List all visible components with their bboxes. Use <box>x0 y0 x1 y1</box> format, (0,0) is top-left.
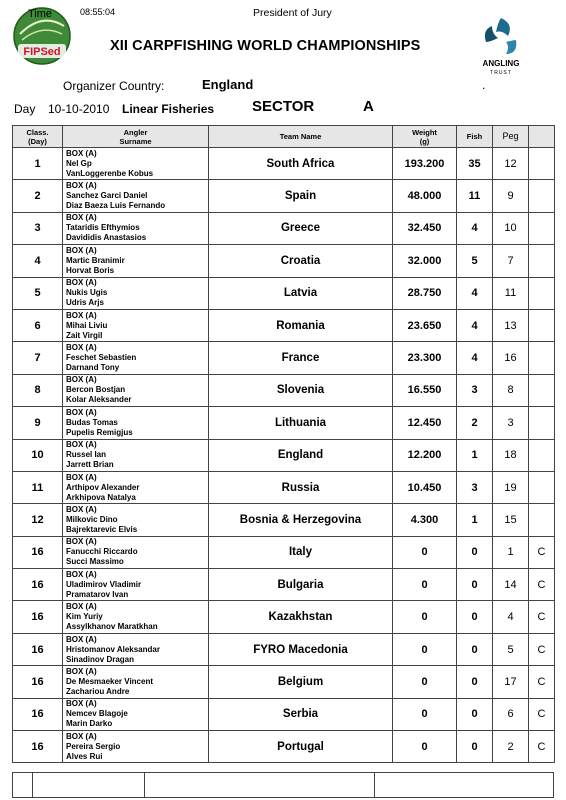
peg-cell: 4 <box>493 601 529 633</box>
angler-cell <box>63 148 209 180</box>
column-header-weight: Weight (g) <box>393 126 457 148</box>
fish-cell: 0 <box>457 601 493 633</box>
table-row <box>13 504 555 536</box>
team-cell: Belgium <box>209 666 393 698</box>
day-label: Day <box>14 102 36 116</box>
fish-cell: 0 <box>457 666 493 698</box>
class-cell: 9 <box>13 407 63 439</box>
venue-name: Linear Fisheries <box>122 102 215 116</box>
fish-cell: 3 <box>457 374 493 406</box>
fish-cell: 2 <box>457 407 493 439</box>
angler-cell <box>63 633 209 665</box>
angler-name-2: Diaz Baeza Luis Fernando <box>66 201 166 211</box>
team-cell: England <box>209 439 393 471</box>
angler-name-1: Nukis Ugis <box>66 288 108 298</box>
table-row <box>13 633 555 665</box>
peg-cell: 15 <box>493 504 529 536</box>
note-cell <box>529 277 555 309</box>
team-cell: Lithuania <box>209 407 393 439</box>
angler-name-1: Mihai Liviu <box>66 320 108 330</box>
table-row <box>13 212 555 244</box>
team-cell: Croatia <box>209 245 393 277</box>
team-cell: Portugal <box>209 731 393 763</box>
weight-cell: 32.450 <box>393 212 457 244</box>
note-cell: C <box>529 731 555 763</box>
note-cell <box>529 342 555 374</box>
angler-name-2: Pupelis Remigjus <box>66 427 133 437</box>
class-cell: 4 <box>13 245 63 277</box>
peg-cell: 10 <box>493 212 529 244</box>
weight-cell: 23.650 <box>393 309 457 341</box>
angler-name-1: Russel Ian <box>66 450 107 460</box>
box-label: BOX (A) <box>66 699 97 709</box>
class-cell: 12 <box>13 504 63 536</box>
angler-name-2: Davididis Anastasios <box>66 233 147 243</box>
note-cell <box>529 374 555 406</box>
note-cell: C <box>529 666 555 698</box>
peg-cell: 2 <box>493 731 529 763</box>
weight-cell: 0 <box>393 601 457 633</box>
team-cell: Romania <box>209 309 393 341</box>
note-cell <box>529 212 555 244</box>
class-cell: 3 <box>13 212 63 244</box>
note-cell <box>529 180 555 212</box>
weight-cell: 0 <box>393 633 457 665</box>
team-cell: Greece <box>209 212 393 244</box>
angler-name-2: Darnand Tony <box>66 363 120 373</box>
angler-name-2: Jarrett Brian <box>66 460 114 470</box>
peg-cell: 17 <box>493 666 529 698</box>
fish-cell: 0 <box>457 569 493 601</box>
angler-cell <box>63 666 209 698</box>
time-label: Time <box>28 8 53 20</box>
note-cell: C <box>529 633 555 665</box>
weight-cell: 28.750 <box>393 277 457 309</box>
class-cell: 16 <box>13 698 63 730</box>
angler-cell <box>63 536 209 568</box>
box-label: BOX (A) <box>66 634 97 644</box>
note-cell: C <box>529 698 555 730</box>
angler-name-1: Budas Tomas <box>66 417 118 427</box>
table-row <box>13 698 555 730</box>
peg-cell: 11 <box>493 277 529 309</box>
note-cell <box>529 148 555 180</box>
weight-cell: 0 <box>393 569 457 601</box>
fish-cell: 0 <box>457 633 493 665</box>
table-row <box>13 407 555 439</box>
table-row <box>13 309 555 341</box>
box-label: BOX (A) <box>66 569 97 579</box>
box-label: BOX (A) <box>66 245 97 255</box>
team-cell: Bulgaria <box>209 569 393 601</box>
weight-cell: 12.450 <box>393 407 457 439</box>
angler-name-1: Tataridis Efthymios <box>66 223 140 233</box>
note-cell: C <box>529 601 555 633</box>
column-header-angler: Angler Surname <box>63 126 209 148</box>
day-date: 10-10-2010 <box>48 102 110 116</box>
angler-name-1: De Mesmaeker Vincent <box>66 676 154 686</box>
fish-cell: 3 <box>457 471 493 503</box>
weight-cell: 10.450 <box>393 471 457 503</box>
angler-cell <box>63 277 209 309</box>
angler-cell <box>63 180 209 212</box>
peg-cell: 18 <box>493 439 529 471</box>
class-cell: 1 <box>13 148 63 180</box>
angler-cell <box>63 374 209 406</box>
fish-cell: 0 <box>457 698 493 730</box>
note-cell <box>529 504 555 536</box>
box-label: BOX (A) <box>66 666 97 676</box>
angler-name-1: Pereira Sergio <box>66 741 121 751</box>
box-label: BOX (A) <box>66 375 97 385</box>
fish-cell: 4 <box>457 342 493 374</box>
fish-cell: 35 <box>457 148 493 180</box>
fish-cell: 1 <box>457 439 493 471</box>
box-label: BOX (A) <box>66 343 97 353</box>
angler-name-2: Alves Rui <box>66 751 103 761</box>
angler-name-2: Kolar Aleksander <box>66 395 132 405</box>
angler-name-1: Sanchez Garci Daniel <box>66 191 148 201</box>
angling-trust-logo <box>468 14 534 76</box>
angler-name-1: Uladimirov Vladimir <box>66 579 142 589</box>
team-cell: Latvia <box>209 277 393 309</box>
angler-cell <box>63 569 209 601</box>
angler-cell <box>63 698 209 730</box>
angler-cell <box>63 407 209 439</box>
angler-name-2: Zachariou Andre <box>66 686 130 696</box>
angler-name-2: Sinadinov Dragan <box>66 654 135 664</box>
note-cell <box>529 439 555 471</box>
weight-cell: 12.200 <box>393 439 457 471</box>
header-dot: . <box>482 78 486 92</box>
column-header-fish: Fish <box>457 126 493 148</box>
peg-cell: 5 <box>493 633 529 665</box>
angler-name-1: Arthipov Alexander <box>66 482 140 492</box>
column-header-note <box>529 126 555 148</box>
note-cell <box>529 309 555 341</box>
peg-cell: 19 <box>493 471 529 503</box>
weight-cell: 0 <box>393 698 457 730</box>
fish-cell: 4 <box>457 212 493 244</box>
note-cell <box>529 407 555 439</box>
fish-cell: 0 <box>457 731 493 763</box>
angler-cell <box>63 439 209 471</box>
note-cell: C <box>529 569 555 601</box>
class-cell: 5 <box>13 277 63 309</box>
column-header-team: Team Name <box>209 126 393 148</box>
footer-bar <box>12 772 554 798</box>
table-row <box>13 666 555 698</box>
angler-cell <box>63 471 209 503</box>
box-label: BOX (A) <box>66 602 97 612</box>
team-cell: Serbia <box>209 698 393 730</box>
class-cell: 10 <box>13 439 63 471</box>
table-row <box>13 180 555 212</box>
class-cell: 16 <box>13 633 63 665</box>
angler-name-2: Arkhipova Natalya <box>66 492 136 502</box>
class-cell: 16 <box>13 731 63 763</box>
fish-cell: 5 <box>457 245 493 277</box>
angler-name-1: Nemcev Blagoje <box>66 709 128 719</box>
organizer-value: England <box>202 77 254 92</box>
note-cell <box>529 245 555 277</box>
weight-cell: 0 <box>393 731 457 763</box>
fish-cell: 0 <box>457 536 493 568</box>
column-header-peg: Peg <box>493 126 529 148</box>
weight-cell: 16.550 <box>393 374 457 406</box>
fipsed-logo-text: FIPSed <box>23 46 61 58</box>
president-of-jury-label: President of Jury <box>253 7 332 19</box>
class-cell: 8 <box>13 374 63 406</box>
class-cell: 11 <box>13 471 63 503</box>
fish-cell: 4 <box>457 309 493 341</box>
peg-cell: 14 <box>493 569 529 601</box>
box-label: BOX (A) <box>66 440 97 450</box>
box-label: BOX (A) <box>66 504 97 514</box>
team-cell: Italy <box>209 536 393 568</box>
angling-logo-line1: ANGLING <box>482 59 520 68</box>
class-cell: 16 <box>13 601 63 633</box>
peg-cell: 12 <box>493 148 529 180</box>
angler-cell <box>63 504 209 536</box>
class-cell: 6 <box>13 309 63 341</box>
angler-name-2: Succi Massimo <box>66 557 124 567</box>
table-row <box>13 277 555 309</box>
angler-name-2: Pramatarov Ivan <box>66 589 129 599</box>
weight-cell: 23.300 <box>393 342 457 374</box>
box-label: BOX (A) <box>66 310 97 320</box>
weight-cell: 4.300 <box>393 504 457 536</box>
angler-name-1: Fanucchi Riccardo <box>66 547 138 557</box>
fish-cell: 1 <box>457 504 493 536</box>
angler-name-2: VanLoggerenbe Kobus <box>66 168 154 178</box>
team-cell: South Africa <box>209 148 393 180</box>
angler-name-2: Assylkhanov Maratkhan <box>66 622 158 632</box>
angler-name-1: Feschet Sebastien <box>66 353 137 363</box>
page-title: XII CARPFISHING WORLD CHAMPIONSHIPS <box>110 38 421 54</box>
angler-cell <box>63 309 209 341</box>
table-row <box>13 148 555 180</box>
weight-cell: 48.000 <box>393 180 457 212</box>
class-cell: 16 <box>13 569 63 601</box>
team-cell: Bosnia & Herzegovina <box>209 504 393 536</box>
class-cell: 2 <box>13 180 63 212</box>
class-cell: 16 <box>13 536 63 568</box>
table-row <box>13 536 555 568</box>
team-cell: France <box>209 342 393 374</box>
angler-cell <box>63 245 209 277</box>
box-label: BOX (A) <box>66 278 97 288</box>
table-row <box>13 731 555 763</box>
results-table <box>12 125 555 763</box>
angler-name-2: Zait Virgil <box>66 330 103 340</box>
team-cell: Spain <box>209 180 393 212</box>
box-label: BOX (A) <box>66 731 97 741</box>
peg-cell: 16 <box>493 342 529 374</box>
table-row <box>13 471 555 503</box>
angler-name-2: Udris Arjs <box>66 298 104 308</box>
time-value: 08:55:04 <box>80 7 116 17</box>
sector-label: SECTOR <box>252 98 315 115</box>
angling-logo-line2: TRUST <box>490 70 512 76</box>
peg-cell: 6 <box>493 698 529 730</box>
angler-cell <box>63 731 209 763</box>
class-cell: 16 <box>13 666 63 698</box>
box-label: BOX (A) <box>66 472 97 482</box>
table-row <box>13 245 555 277</box>
table-row <box>13 342 555 374</box>
peg-cell: 13 <box>493 309 529 341</box>
team-cell: Russia <box>209 471 393 503</box>
team-cell: FYRO Macedonia <box>209 633 393 665</box>
box-label: BOX (A) <box>66 537 97 547</box>
angler-cell <box>63 212 209 244</box>
peg-cell: 3 <box>493 407 529 439</box>
fish-cell: 4 <box>457 277 493 309</box>
peg-cell: 8 <box>493 374 529 406</box>
table-row <box>13 569 555 601</box>
box-label: BOX (A) <box>66 181 97 191</box>
peg-cell: 1 <box>493 536 529 568</box>
team-cell: Slovenia <box>209 374 393 406</box>
angler-name-2: Bajrektarevic Elvis <box>66 524 138 534</box>
angler-name-1: Milkovic Dino <box>66 514 118 524</box>
note-cell <box>529 471 555 503</box>
angler-name-1: Hristomanov Aleksandar <box>66 644 160 654</box>
angler-cell <box>63 342 209 374</box>
organizer-label: Organizer Country: <box>63 79 165 93</box>
table-row <box>13 374 555 406</box>
fish-cell: 11 <box>457 180 493 212</box>
sector-value: A <box>363 98 374 115</box>
box-label: BOX (A) <box>66 407 97 417</box>
class-cell: 7 <box>13 342 63 374</box>
angler-name-2: Horvat Boris <box>66 265 115 275</box>
column-header-class: Class. (Day) <box>13 126 63 148</box>
table-row <box>13 439 555 471</box>
note-cell: C <box>529 536 555 568</box>
weight-cell: 0 <box>393 666 457 698</box>
peg-cell: 9 <box>493 180 529 212</box>
angler-name-1: Nel Gp <box>66 158 92 168</box>
angler-name-1: Kim Yuriy <box>66 612 103 622</box>
table-header-row <box>13 126 555 148</box>
weight-cell: 32.000 <box>393 245 457 277</box>
table-row <box>13 601 555 633</box>
box-label: BOX (A) <box>66 213 97 223</box>
team-cell: Kazakhstan <box>209 601 393 633</box>
angler-name-1: Martic Branimir <box>66 255 125 265</box>
angler-cell <box>63 601 209 633</box>
angler-name-1: Bercon Bostjan <box>66 385 126 395</box>
angler-name-2: Marin Darko <box>66 719 113 729</box>
weight-cell: 0 <box>393 536 457 568</box>
weight-cell: 193.200 <box>393 148 457 180</box>
peg-cell: 7 <box>493 245 529 277</box>
box-label: BOX (A) <box>66 148 97 158</box>
